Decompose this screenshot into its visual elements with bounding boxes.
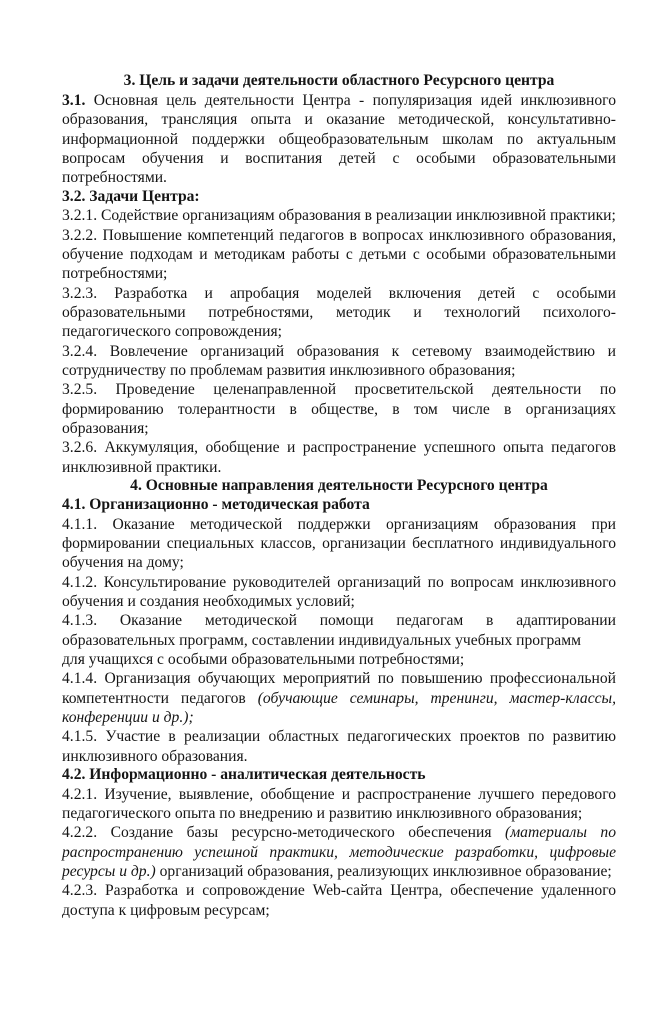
section-4-2-title: 4.2. Информационно - аналитическая деятельность: [62, 766, 426, 783]
paragraph-4-1-3: 4.1.3. Оказание методической помощи педагогам в адаптировании образовательных программ, составлении индивидуальных учебных программ: [62, 612, 616, 649]
paragraph-4-2-2-text: 4.2.2. Создание базы ресурсно-методического обеспечения: [62, 824, 506, 842]
paragraph-4-1-4: [62, 669, 616, 727]
section-3-title: 3. Цель и задачи деятельности областного Ресурсного центра: [123, 72, 555, 89]
paragraph-4-1-3-continued: для учащихся с особыми образовательными потребностями;: [62, 650, 465, 668]
task-3-2-2: 3.2.2. Повышение компетенций педагогов в вопросах инклюзивного образования, обучение подходам и методикам работы с детьми с особыми образовательными потребностями;: [62, 226, 616, 283]
paragraph-4-2-3: 4.2.3. Разработка и сопровождение Web-сайта Центра, обеспечение удаленного доступа к цифровым ресурсам;: [62, 882, 616, 919]
section-4-1-title: 4.1. Организационно - методическая работа: [62, 496, 370, 514]
paragraph-4-1-4-text: 4.1.4. Организация обучающих мероприятий по повышению профессиональной компетентности педагогов: [62, 670, 616, 707]
section-4-title: 4. Основные направления деятельности Ресурсного центра: [130, 477, 548, 495]
section-3-2-title: 3.2. Задачи Центра:: [62, 187, 200, 205]
paragraph-3-1-number: 3.1.: [62, 92, 86, 109]
task-3-2-5: 3.2.5. Проведение целенаправленной просветительской деятельности по формированию толерантности в обществе, в том числе в организациях образования;: [62, 381, 616, 437]
paragraph-3-1: [62, 91, 616, 188]
paragraph-4-2-1: 4.2.1. Изучение, выявление, обобщение и распространение лучшего передового педагогического опыта по внедрению и развитию инклюзивного образования;: [62, 785, 616, 822]
task-3-2-4: 3.2.4. Вовлечение организаций образования к сетевому взаимодействию и сотрудничеству по проблемам развития инклюзивного образования;: [62, 342, 616, 379]
task-3-2-3: 3.2.3. Разработка и апробация моделей включения детей с особыми образовательными потребностями, методик и технологий психолого-педагогического сопровождения;: [62, 284, 616, 341]
task-3-2-6: 3.2.6. Аккумуляция, обобщение и распространение успешного опыта педагогов инклюзивной практики.: [62, 439, 616, 476]
paragraph-4-1-2: 4.1.2. Консультирование руководителей организаций по вопросам инклюзивного обучения и создания необходимых условий;: [62, 573, 616, 610]
paragraph-4-2-2: [62, 823, 616, 881]
task-3-2-1: 3.2.1. Содействие организациям образования в реализации инклюзивной практики;: [62, 207, 616, 225]
paragraph-4-2-2-italic: (материалы по распространению успешной практики, методические разработки, цифровые ресурсы и др.): [62, 824, 616, 880]
paragraph-4-2-2-tail: организаций образования, реализующих инклюзивное образование;: [155, 862, 612, 880]
paragraph-4-1-5: 4.1.5. Участие в реализации областных педагогических проектов по развитию инклюзивного образования.: [62, 728, 616, 765]
paragraph-3-1-text: Основная цель деятельности Центра - популяризация идей инклюзивного образования, трансляция опыта и оказание методической, консультативно-информационной поддержки общеобразовательным школам по актуальным вопросам обучения и воспитания детей с особыми образовательными потребностями.: [62, 92, 616, 187]
paragraph-4-1-1: 4.1.1. Оказание методической поддержки организациям образования при формировании специальных классов, организации бесплатного индивидуального обучения на дому;: [62, 515, 616, 572]
paragraph-4-1-4-italic: (обучающие семинары, тренинги, мастер-классы, конференции и др.);: [62, 689, 617, 726]
